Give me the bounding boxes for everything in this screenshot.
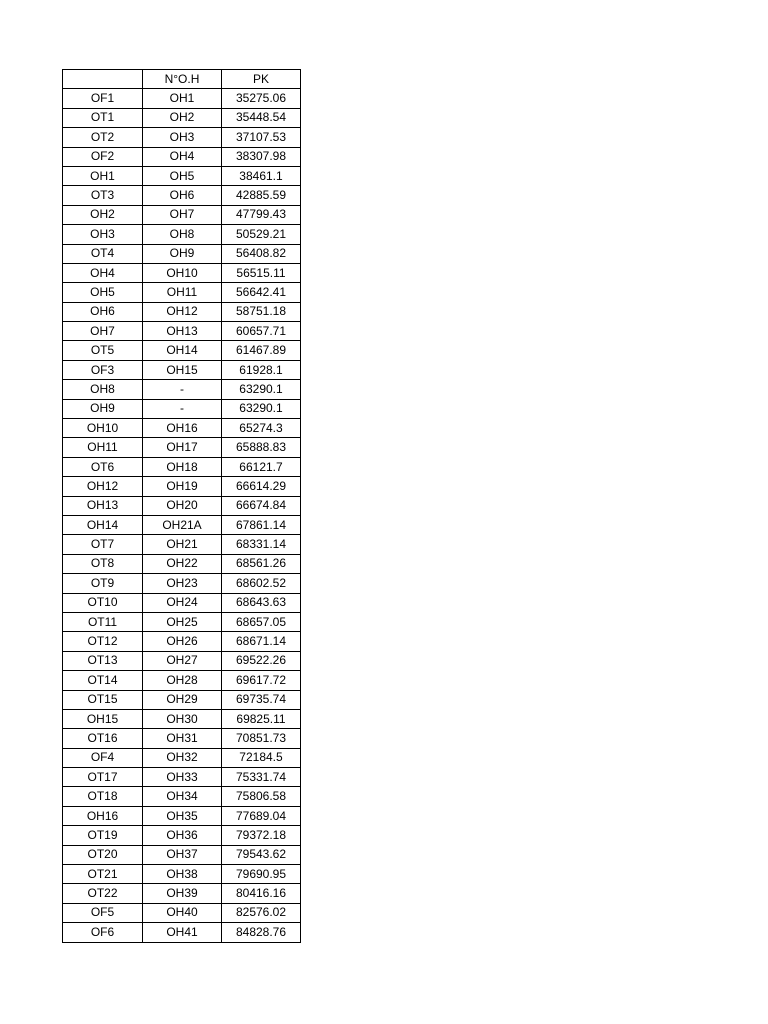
- row-label-cell: OF5: [63, 903, 143, 922]
- table-row: [63, 108, 301, 127]
- pk-cell: 68561.26: [222, 554, 301, 573]
- pk-cell: 47799.43: [222, 205, 301, 224]
- table-row: [63, 632, 301, 651]
- pk-cell: 61467.89: [222, 341, 301, 360]
- row-label-cell: OF6: [63, 923, 143, 942]
- table-row: [63, 748, 301, 767]
- row-label-cell: OT2: [63, 128, 143, 147]
- oh-number-cell: OH15: [143, 360, 222, 379]
- table-row: [63, 302, 301, 321]
- row-label-cell: OT11: [63, 612, 143, 631]
- oh-number-cell: OH38: [143, 865, 222, 884]
- pk-cell: 38307.98: [222, 147, 301, 166]
- oh-number-cell: OH11: [143, 283, 222, 302]
- oh-number-cell: OH1: [143, 89, 222, 108]
- row-label-cell: OT3: [63, 186, 143, 205]
- row-label-cell: OT7: [63, 535, 143, 554]
- header-cell-pk: PK: [222, 70, 301, 89]
- row-label-cell: OH2: [63, 205, 143, 224]
- oh-number-cell: OH9: [143, 244, 222, 263]
- oh-number-cell: OH20: [143, 496, 222, 515]
- row-label-cell: OT19: [63, 826, 143, 845]
- pk-cell: 65274.3: [222, 419, 301, 438]
- pk-cell: 42885.59: [222, 186, 301, 205]
- table-row: [63, 826, 301, 845]
- table-row: [63, 671, 301, 690]
- table-row: [63, 263, 301, 282]
- pk-cell: 75331.74: [222, 768, 301, 787]
- row-label-cell: OT1: [63, 108, 143, 127]
- pk-cell: 68671.14: [222, 632, 301, 651]
- oh-number-cell: OH29: [143, 690, 222, 709]
- table-row: [63, 884, 301, 903]
- oh-number-cell: OH27: [143, 651, 222, 670]
- pk-cell: 58751.18: [222, 302, 301, 321]
- table-row: [63, 612, 301, 631]
- row-label-cell: OH10: [63, 419, 143, 438]
- table-row: [63, 690, 301, 709]
- oh-number-cell: OH14: [143, 341, 222, 360]
- table-row: [63, 166, 301, 185]
- row-label-cell: OH15: [63, 709, 143, 728]
- pk-cell: 69825.11: [222, 709, 301, 728]
- table-row: [63, 535, 301, 554]
- row-label-cell: OT13: [63, 651, 143, 670]
- pk-cell: 68331.14: [222, 535, 301, 554]
- pk-cell: 56642.41: [222, 283, 301, 302]
- table-row: [63, 574, 301, 593]
- oh-number-cell: OH25: [143, 612, 222, 631]
- oh-number-cell: OH18: [143, 457, 222, 476]
- row-label-cell: OH7: [63, 322, 143, 341]
- table-row: [63, 865, 301, 884]
- pk-cell: 60657.71: [222, 322, 301, 341]
- pk-cell: 63290.1: [222, 380, 301, 399]
- table-row: [63, 225, 301, 244]
- row-label-cell: OH9: [63, 399, 143, 418]
- table-row: [63, 593, 301, 612]
- row-label-cell: OT5: [63, 341, 143, 360]
- oh-number-cell: OH35: [143, 806, 222, 825]
- oh-number-cell: OH13: [143, 322, 222, 341]
- row-label-cell: OT14: [63, 671, 143, 690]
- table-row: [63, 515, 301, 534]
- oh-number-cell: OH30: [143, 709, 222, 728]
- row-label-cell: OH16: [63, 806, 143, 825]
- row-label-cell: OH12: [63, 477, 143, 496]
- pk-cell: 70851.73: [222, 729, 301, 748]
- pk-cell: 63290.1: [222, 399, 301, 418]
- table-row: [63, 923, 301, 942]
- pk-cell: 84828.76: [222, 923, 301, 942]
- pk-cell: 67861.14: [222, 515, 301, 534]
- table-row: [63, 845, 301, 864]
- oh-number-cell: -: [143, 399, 222, 418]
- table-row: [63, 477, 301, 496]
- pk-cell: 35275.06: [222, 89, 301, 108]
- oh-number-cell: OH24: [143, 593, 222, 612]
- pk-cell: 56515.11: [222, 263, 301, 282]
- table-row: [63, 438, 301, 457]
- pk-cell: 56408.82: [222, 244, 301, 263]
- row-label-cell: OH4: [63, 263, 143, 282]
- oh-number-cell: OH10: [143, 263, 222, 282]
- pk-cell: 69617.72: [222, 671, 301, 690]
- oh-number-cell: OH36: [143, 826, 222, 845]
- pk-cell: 79690.95: [222, 865, 301, 884]
- row-label-cell: OT12: [63, 632, 143, 651]
- data-table: [62, 69, 301, 943]
- oh-number-cell: OH12: [143, 302, 222, 321]
- pk-cell: 77689.04: [222, 806, 301, 825]
- table-row: [63, 419, 301, 438]
- table-row: [63, 496, 301, 515]
- pk-cell: 66674.84: [222, 496, 301, 515]
- row-label-cell: OT18: [63, 787, 143, 806]
- oh-number-cell: OH5: [143, 166, 222, 185]
- pk-cell: 79543.62: [222, 845, 301, 864]
- table-row: [63, 186, 301, 205]
- table-row: [63, 554, 301, 573]
- pk-cell: 82576.02: [222, 903, 301, 922]
- oh-number-cell: OH37: [143, 845, 222, 864]
- row-label-cell: OT20: [63, 845, 143, 864]
- table-row: [63, 457, 301, 476]
- row-label-cell: OF2: [63, 147, 143, 166]
- pk-cell: 35448.54: [222, 108, 301, 127]
- row-label-cell: OT9: [63, 574, 143, 593]
- oh-number-cell: OH2: [143, 108, 222, 127]
- table-row: [63, 768, 301, 787]
- oh-number-cell: OH8: [143, 225, 222, 244]
- pk-cell: 50529.21: [222, 225, 301, 244]
- table-row: [63, 205, 301, 224]
- pk-cell: 68657.05: [222, 612, 301, 631]
- pk-cell: 80416.16: [222, 884, 301, 903]
- pk-cell: 66121.7: [222, 457, 301, 476]
- oh-number-cell: OH32: [143, 748, 222, 767]
- table-body: [63, 89, 301, 942]
- row-label-cell: OF3: [63, 360, 143, 379]
- oh-number-cell: OH34: [143, 787, 222, 806]
- oh-number-cell: OH17: [143, 438, 222, 457]
- table-row: [63, 709, 301, 728]
- oh-number-cell: OH16: [143, 419, 222, 438]
- row-label-cell: OT8: [63, 554, 143, 573]
- row-label-cell: OH13: [63, 496, 143, 515]
- table-row: [63, 903, 301, 922]
- table-row: [63, 128, 301, 147]
- pk-cell: 72184.5: [222, 748, 301, 767]
- header-cell-label: [63, 70, 143, 89]
- oh-number-cell: OH23: [143, 574, 222, 593]
- pk-cell: 37107.53: [222, 128, 301, 147]
- oh-number-cell: OH7: [143, 205, 222, 224]
- table-row: [63, 244, 301, 263]
- oh-number-cell: OH21A: [143, 515, 222, 534]
- oh-number-cell: OH21: [143, 535, 222, 554]
- row-label-cell: OT22: [63, 884, 143, 903]
- row-label-cell: OF1: [63, 89, 143, 108]
- row-label-cell: OH14: [63, 515, 143, 534]
- row-label-cell: OT15: [63, 690, 143, 709]
- pk-cell: 38461.1: [222, 166, 301, 185]
- table-row: [63, 341, 301, 360]
- oh-number-cell: OH4: [143, 147, 222, 166]
- pk-cell: 69735.74: [222, 690, 301, 709]
- oh-number-cell: OH41: [143, 923, 222, 942]
- oh-number-cell: OH39: [143, 884, 222, 903]
- header-cell-oh-number: N°O.H: [143, 70, 222, 89]
- oh-number-cell: OH22: [143, 554, 222, 573]
- oh-number-cell: OH28: [143, 671, 222, 690]
- table-row: [63, 89, 301, 108]
- oh-number-cell: OH26: [143, 632, 222, 651]
- table-row: [63, 729, 301, 748]
- pk-cell: 68602.52: [222, 574, 301, 593]
- row-label-cell: OH6: [63, 302, 143, 321]
- row-label-cell: OH8: [63, 380, 143, 399]
- row-label-cell: OH11: [63, 438, 143, 457]
- oh-number-cell: OH6: [143, 186, 222, 205]
- row-label-cell: OT16: [63, 729, 143, 748]
- pk-cell: 66614.29: [222, 477, 301, 496]
- oh-number-cell: OH40: [143, 903, 222, 922]
- pk-cell: 75806.58: [222, 787, 301, 806]
- oh-number-cell: OH33: [143, 768, 222, 787]
- row-label-cell: OT17: [63, 768, 143, 787]
- pk-cell: 68643.63: [222, 593, 301, 612]
- row-label-cell: OT21: [63, 865, 143, 884]
- oh-number-cell: OH3: [143, 128, 222, 147]
- row-label-cell: OH5: [63, 283, 143, 302]
- table-row: [63, 651, 301, 670]
- table-row: [63, 380, 301, 399]
- oh-number-cell: -: [143, 380, 222, 399]
- pk-cell: 61928.1: [222, 360, 301, 379]
- table-row: [63, 283, 301, 302]
- table-row: [63, 787, 301, 806]
- row-label-cell: OT4: [63, 244, 143, 263]
- pk-cell: 65888.83: [222, 438, 301, 457]
- oh-number-cell: OH19: [143, 477, 222, 496]
- table-row: [63, 806, 301, 825]
- table-row: [63, 147, 301, 166]
- oh-number-cell: OH31: [143, 729, 222, 748]
- row-label-cell: OF4: [63, 748, 143, 767]
- row-label-cell: OH1: [63, 166, 143, 185]
- row-label-cell: OT10: [63, 593, 143, 612]
- table-row: [63, 360, 301, 379]
- row-label-cell: OT6: [63, 457, 143, 476]
- table-row: [63, 399, 301, 418]
- row-label-cell: OH3: [63, 225, 143, 244]
- pk-cell: 69522.26: [222, 651, 301, 670]
- table-row: [63, 322, 301, 341]
- pk-cell: 79372.18: [222, 826, 301, 845]
- header-row: [63, 70, 301, 89]
